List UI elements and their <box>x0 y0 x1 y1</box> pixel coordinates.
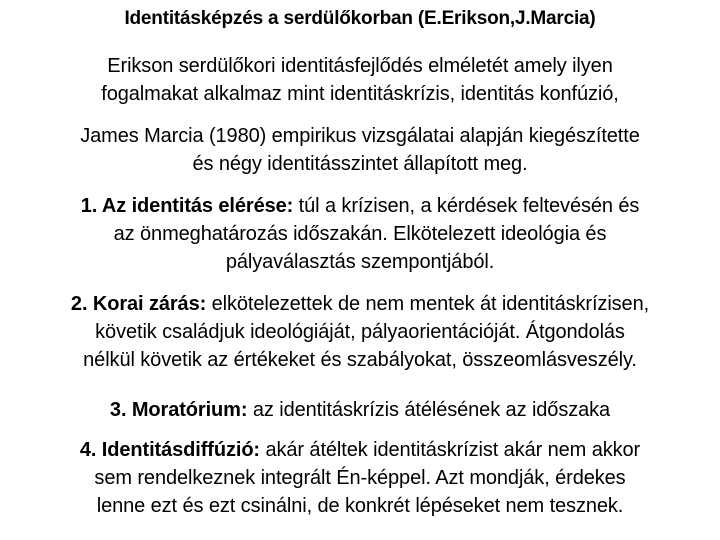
item1-term: 1. Az identitás elérése: <box>80 195 294 217</box>
item2-line-1 <box>0 290 720 318</box>
marcia-line-2: és négy identitásszintet állapított meg. <box>192 153 528 175</box>
item4-line-3: lenne ezt és ezt csinálni, de konkrét lépéseket nem tesznek. <box>96 495 624 517</box>
marcia-line-1: James Marcia (1980) empirikus vizsgálatai alapján kiegészítette <box>80 125 640 147</box>
marcia-paragraph <box>0 122 720 178</box>
item3-line-1 <box>0 396 720 424</box>
slide-title: Identitásképzés a serdülőkorban (E.Erikson,J.Marcia) <box>124 8 596 29</box>
intro-paragraph <box>0 52 720 108</box>
item2-line-3: nélkül követik az értékeket és szabályokat, összeomlásveszély. <box>83 349 637 371</box>
item4-term: 4. Identitásdiffúzió: <box>79 439 260 461</box>
item2-line-1-text: elkötelezettek de nem mentek át identitáskrízisen, <box>206 293 650 315</box>
item3-line-1-text: az identitáskrízis átélésének az időszaka <box>247 399 611 421</box>
item3-term: 3. Moratórium: <box>109 399 248 421</box>
item2-term: 2. Korai zárás: <box>70 293 207 315</box>
item2-line-2: követik családjuk ideológiáját, pályaorientációját. Átgondolás <box>95 321 625 343</box>
identity-diffusion-item <box>0 436 720 520</box>
item4-line-1-text: akár átéltek identitáskrízist akár nem akkor <box>260 439 641 461</box>
intro-line-1: Erikson serdülőkori identitásfejlődés elméletét amely ilyen <box>107 55 613 77</box>
item4-line-2: sem rendelkeznek integrált Én-képpel. Azt mondják, érdekes <box>94 467 626 489</box>
moratorium-item <box>0 396 720 424</box>
intro-line-2: fogalmakat alkalmaz mint identitáskrízis, identitás konfúzió, <box>101 83 619 105</box>
item1-line-2: az önmeghatározás időszakán. Elkötelezett ideológia és <box>113 223 607 245</box>
identity-achievement-item <box>0 192 720 276</box>
item1-line-1-text: túl a krízisen, a kérdések feltevésén és <box>293 195 640 217</box>
item1-line-1 <box>0 192 720 220</box>
item1-line-3: pályaválasztás szempontjából. <box>225 251 495 273</box>
item4-line-1 <box>0 436 720 464</box>
foreclosure-item <box>0 290 720 374</box>
